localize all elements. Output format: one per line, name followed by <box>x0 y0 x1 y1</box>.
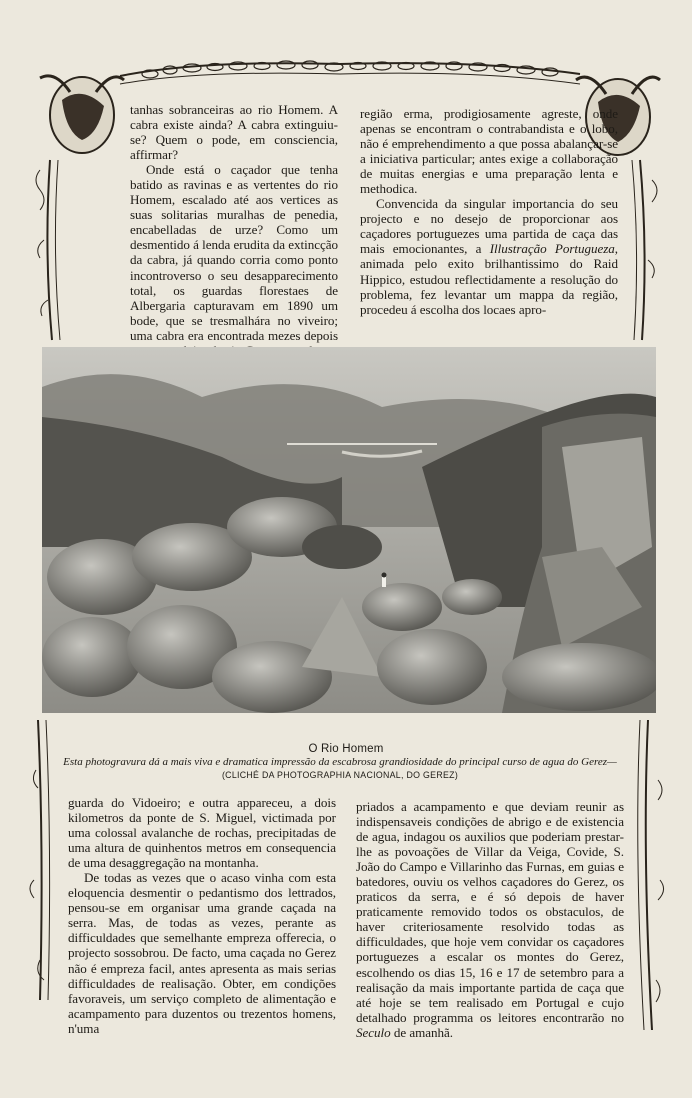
text-column-top-right <box>360 106 618 317</box>
text-column-bottom-right <box>356 799 624 1040</box>
paragraph: guarda do Vidoeiro; e outra appareceu, a dois kilometros da ponte de S. Miguel, victimada por uma colossal avalanche de rochas, precipitadas de uma altura de quinhentos metros em consequencia de uma desaggregação na montanha. <box>68 795 336 871</box>
paragraph: Onde está o caçador que tenha batido as ravinas e as vertentes do rio Homem, escalado até aos vertices as suas solitarias muralhas de penedia, encabelladas de urze? Como um desmentido á lenda erudita da extincção da cabra, já quando corria como ponto incontroverso o seu desapparecimento total, os guardas florestaes de Albergaria capturavam em 1890 um bode, que se tresmalhára no viveiro; uma cabra era encontrada mezes depois <box>130 162 338 343</box>
paragraph: De todas as vezes que o acaso vinha com esta eloquencia desmentir o pedantismo dos lettrados, pensou-se em organisar uma grande caçada na serra. Mas, de todas as vezes, perante as difficuldades que semelhante empreza offerecia, o projecto sossobrou. De facto, uma caçada no Gerez não é empreza facil, antes apresenta as mais serias difficuldades de realisação. Obter, em condições favoraveis, um serviço completo de alimentação e acampamento para duzentos ou trezentos homens, n'uma <box>68 870 336 1036</box>
river-photograph <box>42 347 656 713</box>
paragraph: priados a acampamento e que deviam reunir as indispensaveis condições de abrigo e de existencia de agua, indagou os auxilios que poderiam prestar-lhe as povoações de Villar da Veiga, Covide, S. João do Campo e Villarinho das Furnas, em guias e batedores, ouviu os velhos caçadores do Gerez, os praticos da serra, e é só depois de haver praticamente removido todos os obstaculos, de haver criteriosamente resolvido todas as difficuldades, que hoje vem convidar os caçadores portuguezes a escalar os montes do Gerez, escolhendo os dias 15, 16 e 17 de setembro para a realisação da mais importante partida de caça que até hoje se tem realisado em Portugal e cujo detalhado programma os leitores encontrarão no Seculo de amanhã. <box>356 799 624 1040</box>
paragraph: tanhas sobranceiras ao rio Homem. A cabra existe ainda? A cabra extinguiu-se? Quem o pode, em consciencia, affirmar? <box>130 102 338 163</box>
photo-caption: Esta photogravura dá a mais viva e dramatica impressão da escabrosa grandiosidade do principal curso de agua do Gerez—(CLICHÉ DA PHOTOGRAPHIA NACIONAL, DO GEREZ) <box>63 756 617 780</box>
photo-credit: (CLICHÉ DA PHOTOGRAPHIA NACIONAL, DO GEREZ) <box>221 770 459 780</box>
paragraph: região erma, prodigiosamente agreste, onde apenas se encontram o contrabandista e o lobo, não é emprehendimento a que possa abalançar-se a iniciativa particular; antes exige a collaboração de muitas energias e uma preparação lenta e methodica. <box>360 106 618 197</box>
newspaper-title: Seculo <box>356 1024 391 1040</box>
paragraph: Convencida da singular importancia do seu projecto e no desejo de proporcionar aos caçadores portuguezes uma partida de caça das mais emocionantes, a Illustração Portugueza, animada pelo exito brilhantissimo do Raid Hippico, estudou reflectidamente a resolução do problema, fez levantar um mappa da região, procedeu á escolha dos locaes apro- <box>360 196 619 317</box>
text-column-top-left <box>130 102 338 373</box>
publication-title: Illustração Portugueza <box>489 241 615 257</box>
text-column-bottom-left <box>68 795 336 1036</box>
goat-head-medallion-left <box>40 76 124 153</box>
photo-title: O Rio Homem <box>308 743 384 755</box>
